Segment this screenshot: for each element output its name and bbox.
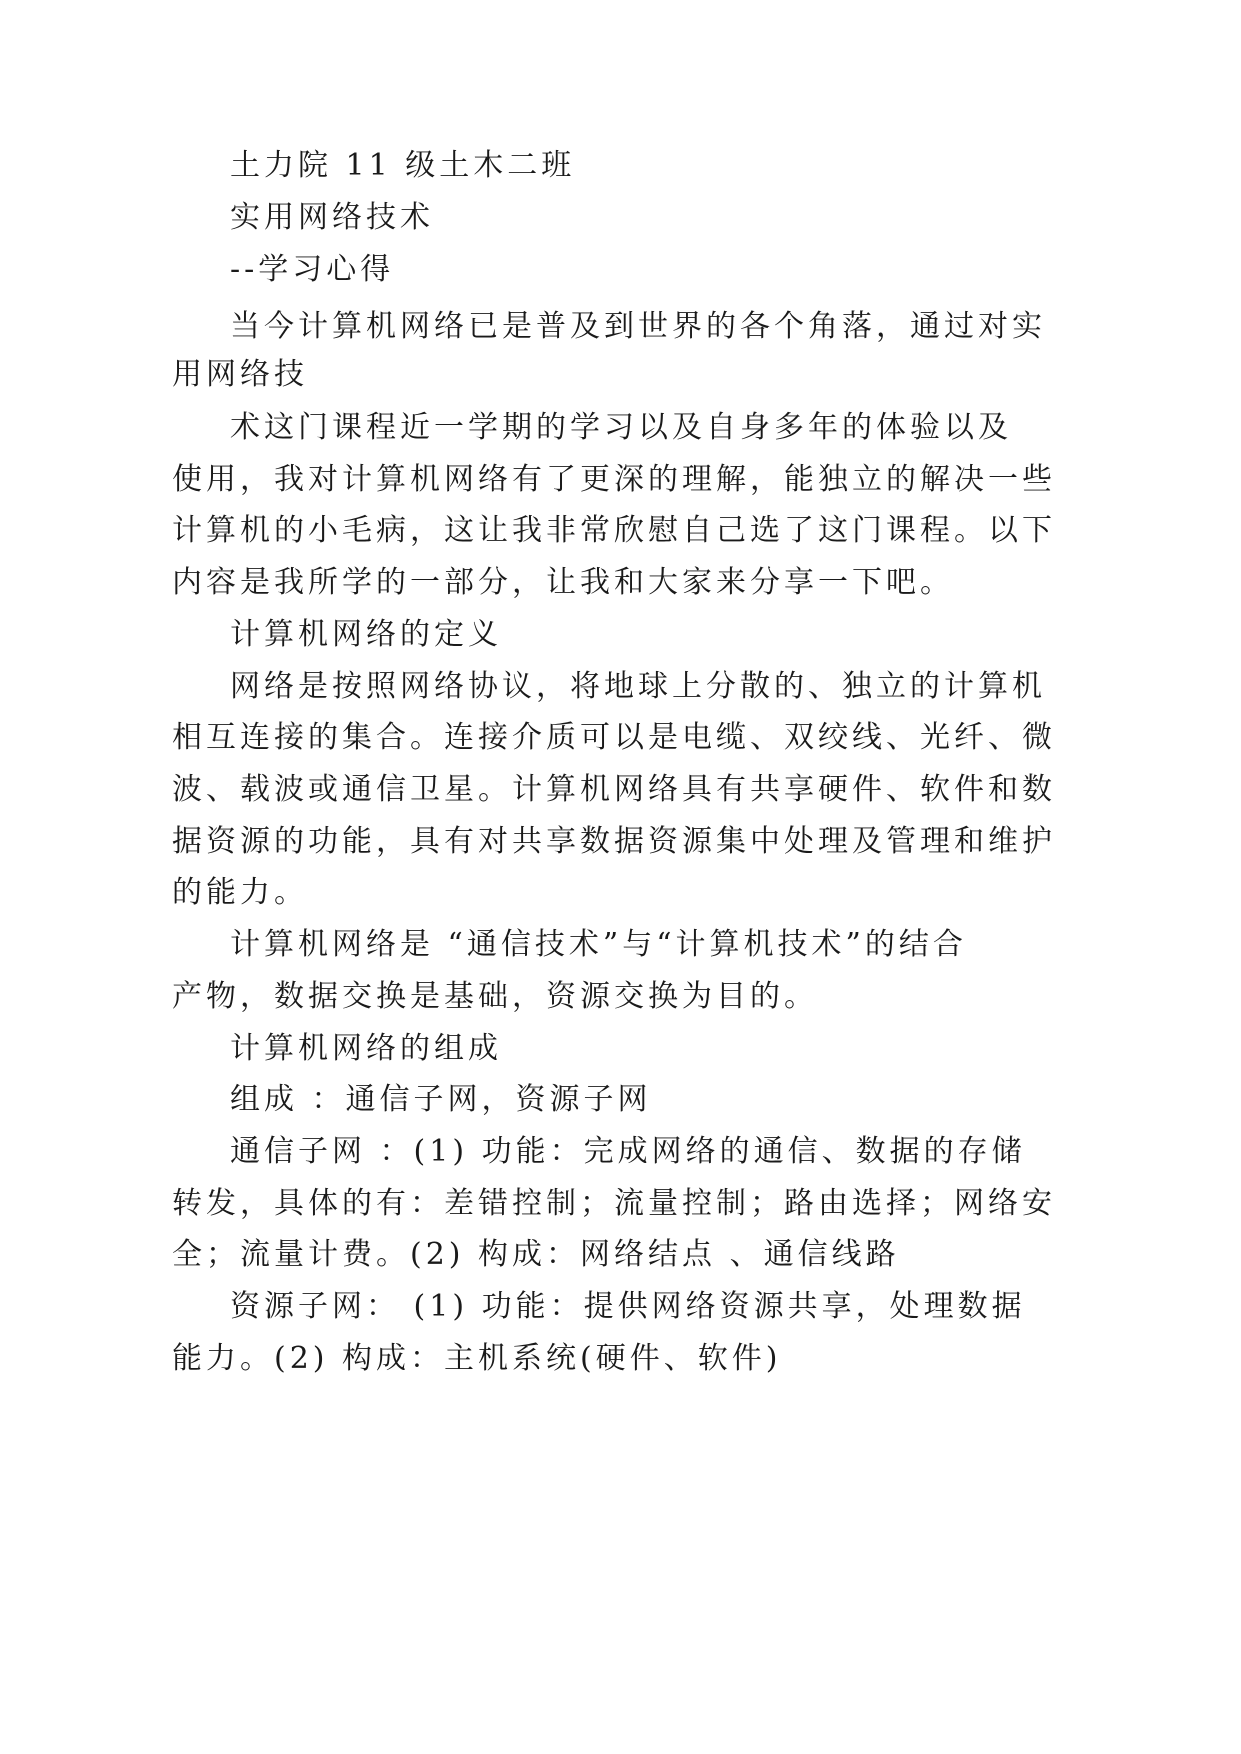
paragraph-line: 当今计算机网络已是普及到世界的各个角落，通过对实	[230, 309, 1046, 344]
paragraph-line: 的能力。	[172, 875, 308, 910]
paragraph-line: 使用，我对计算机网络有了更深的理解，能独立的解决一些	[172, 462, 1056, 497]
paragraph-line: 资源子网： (1) 功能：提供网络资源共享，处理数据	[230, 1289, 1026, 1324]
paragraph-line: 据资源的功能，具有对共享数据资源集中处理及管理和维护	[172, 824, 1056, 859]
paragraph-line: 内容是我所学的一部分，让我和大家来分享一下吧。	[172, 565, 954, 600]
paragraph-line: 术这门课程近一学期的学习以及自身多年的体验以及	[230, 410, 1012, 445]
section-heading: 计算机网络的组成	[230, 1031, 502, 1066]
paragraph-line: 相互连接的集合。连接介质可以是电缆、双绞线、光纤、微	[172, 720, 1056, 755]
paragraph-line: 组成 ：通信子网，资源子网	[230, 1082, 652, 1117]
paragraph-line: 转发，具体的有：差错控制；流量控制；路由选择；网络安	[172, 1186, 1056, 1221]
paragraph-line: 用网络技	[172, 357, 308, 392]
course-title: 实用网络技术	[230, 200, 434, 235]
subtitle: --学习心得	[230, 252, 395, 287]
paragraph-line: 计算机网络是 “通信技术”与“计算机技术”的结合	[230, 927, 967, 962]
paragraph-line: 计算机的小毛病，这让我非常欣慰自己选了这门课程。以下	[172, 513, 1056, 548]
paragraph-line: 波、载波或通信卫星。计算机网络具有共享硬件、软件和数	[172, 772, 1056, 807]
paragraph-line: 产物，数据交换是基础，资源交换为目的。	[172, 979, 818, 1014]
paragraph-line: 全；流量计费。(2) 构成：网络结点 、通信线路	[172, 1237, 900, 1272]
paragraph-line: 网络是按照网络协议，将地球上分散的、独立的计算机	[230, 669, 1046, 704]
paragraph-line: 能力。(2) 构成：主机系统(硬件、软件)	[172, 1341, 782, 1376]
section-heading: 计算机网络的定义	[230, 617, 502, 652]
class-line: 土力院 11 级土木二班	[230, 148, 576, 183]
paragraph-line: 通信子网 ：(1) 功能：完成网络的通信、数据的存储	[230, 1134, 1026, 1169]
